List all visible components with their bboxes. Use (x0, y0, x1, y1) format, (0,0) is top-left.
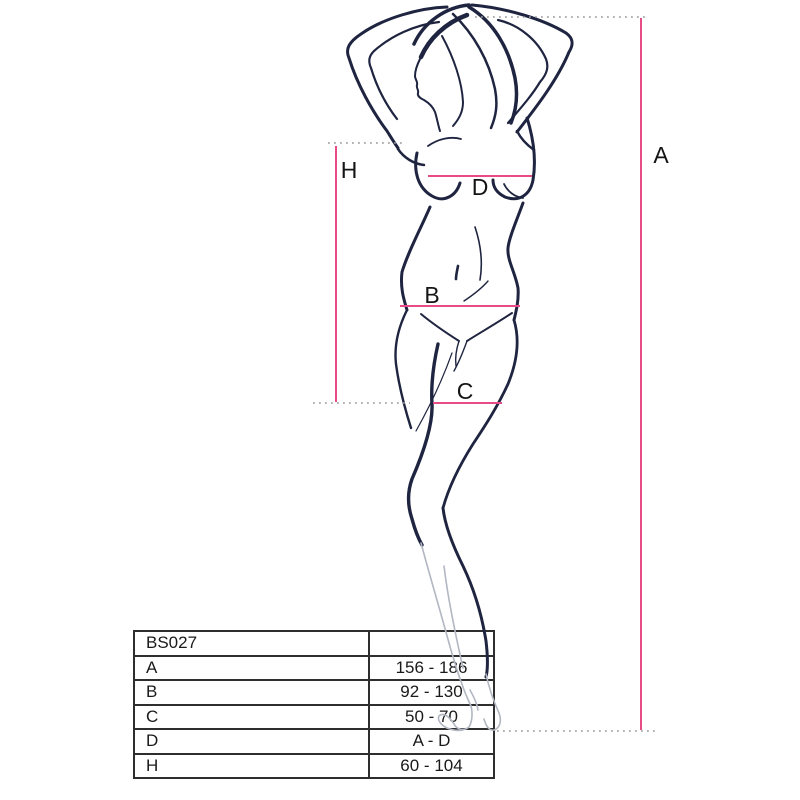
woman-figure-line-art (348, 5, 573, 730)
size-table-header-row (134, 631, 494, 656)
figure-face-profile (415, 59, 440, 131)
measure-label-h: H (340, 157, 358, 183)
size-table-model-code: BS027 (134, 631, 369, 656)
dimension-range: A - D (369, 729, 494, 754)
size-table (133, 630, 495, 779)
size-table-row-a (134, 656, 494, 681)
dimension-label: D (134, 729, 369, 754)
figure-arms (348, 5, 573, 150)
dimension-range: 60 - 104 (369, 754, 494, 779)
extension-dotted-lines (313, 17, 655, 731)
size-table-row-c (134, 705, 494, 730)
figure-hips (421, 313, 512, 371)
measure-label-a: A (653, 142, 669, 168)
size-table-row-b (134, 680, 494, 705)
dimension-label: A (134, 656, 369, 681)
measure-label-d: D (471, 174, 489, 200)
dimension-label: H (134, 754, 369, 779)
figure-legs (395, 310, 517, 677)
dimension-label: C (134, 705, 369, 730)
figure-head-hair (414, 5, 517, 146)
dimension-range: 156 - 186 (369, 656, 494, 681)
measure-label-b: B (424, 282, 440, 308)
size-table-header-value (369, 631, 494, 656)
size-table-row-d (134, 729, 494, 754)
dimension-label: B (134, 680, 369, 705)
size-table-row-h (134, 754, 494, 779)
measure-label-c: C (456, 378, 474, 404)
dimension-range: 92 - 130 (369, 680, 494, 705)
figure-torso (398, 118, 534, 320)
dimension-range: 50 - 70 (369, 705, 494, 730)
measurement-lines (336, 18, 641, 730)
